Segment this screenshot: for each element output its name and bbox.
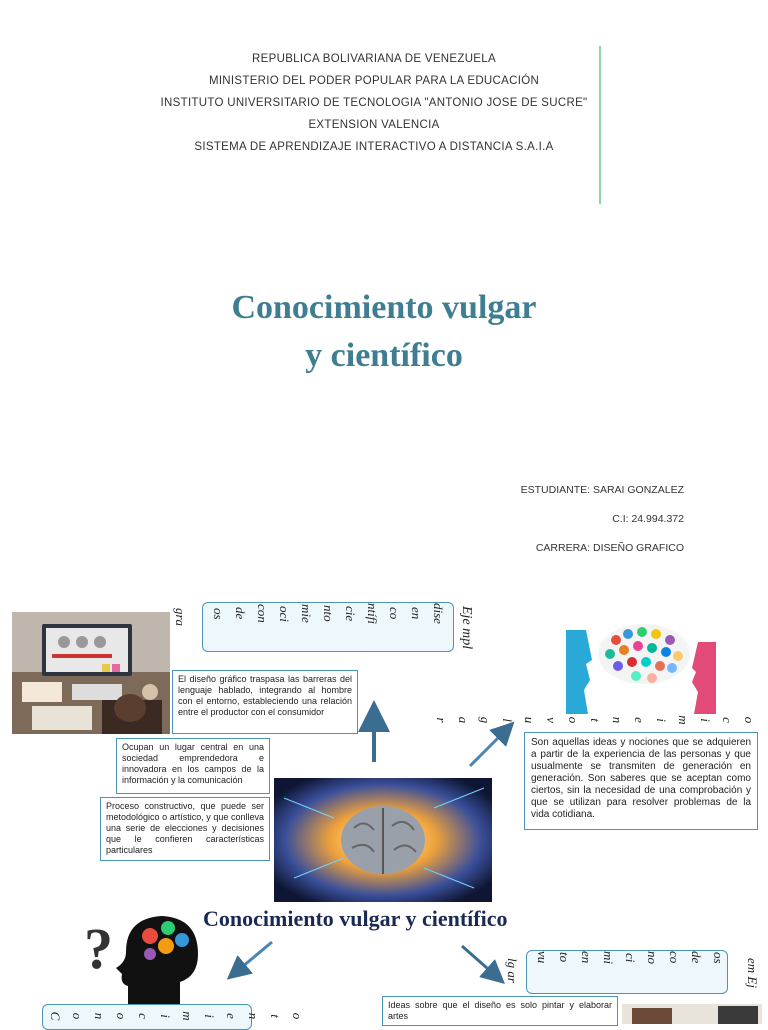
institution-header bbox=[160, 52, 588, 162]
rotated-letter: m bbox=[180, 1011, 195, 1021]
diseno-description-box: El diseño gráfico traspasa las barreras del lenguaje hablado, integrando al hombre con el entorno, estableciendo una relación entre el productor con el consumidor bbox=[172, 670, 358, 734]
rotated-letter: u bbox=[522, 716, 537, 724]
bottom-right-photo bbox=[622, 1004, 762, 1024]
rotated-letter: o bbox=[566, 716, 581, 724]
rotated-letter: a bbox=[456, 716, 471, 724]
row-letters-bottom bbox=[44, 1008, 308, 1024]
student-ci: C.I: 24.994.372 bbox=[612, 513, 684, 525]
vertical-word: nto bbox=[321, 605, 336, 622]
rotated-letter: C bbox=[48, 1011, 63, 1021]
rotated-letter: i bbox=[698, 718, 713, 722]
rotated-letter: t bbox=[588, 718, 603, 722]
bottom-vertical-text-box bbox=[526, 950, 728, 994]
title-line-2: y científico bbox=[305, 337, 463, 374]
header-line: INSTITUTO UNIVERSITARIO DE TECNOLOGIA "ANTONIO JOSE DE SUCRE" bbox=[160, 97, 588, 109]
rotated-letter: v bbox=[544, 717, 559, 723]
rotated-letter: o bbox=[742, 716, 757, 724]
vertical-word: con bbox=[255, 604, 270, 623]
arrow-down-right bbox=[462, 946, 496, 976]
vertical-word: dise bbox=[431, 603, 446, 624]
top-vertical-words bbox=[203, 603, 454, 624]
header-line: REPUBLICA BOLIVARIANA DE VENEZUELA bbox=[252, 53, 496, 65]
bottom-left-label: lg ar bbox=[505, 958, 520, 983]
vertical-word: co bbox=[667, 951, 682, 964]
vertical-word bbox=[725, 951, 728, 964]
bottom-vertical-words bbox=[527, 951, 728, 964]
row-letters-top bbox=[430, 712, 760, 728]
ejemplos-label: Eje mpl bbox=[459, 606, 474, 650]
arrow-up-right bbox=[470, 730, 506, 766]
arrow-down-left bbox=[236, 942, 272, 972]
proceso-box: Proceso constructivo, que puede ser metodológico o artístico, y que conlleva una serie de elecciones y decisiones que le confieren características particulares bbox=[100, 797, 270, 861]
svg-text:?: ? bbox=[84, 916, 113, 981]
header-line: MINISTERIO DEL PODER POPULAR PARA LA EDUCACIÓN bbox=[208, 75, 540, 87]
ocupan-box: Ocupan un lugar central en una sociedad emprendedora e innovadora en los campos de la información y la comunicación bbox=[116, 738, 270, 794]
rotated-letter: i bbox=[202, 1014, 217, 1018]
rotated-letter: o bbox=[114, 1012, 129, 1020]
student-info bbox=[521, 484, 684, 571]
bottom-side-label: em Ej bbox=[745, 958, 760, 988]
top-vertical-text-box bbox=[202, 602, 454, 652]
vertical-word: mie bbox=[299, 604, 314, 623]
rotated-letter: e bbox=[632, 717, 647, 723]
vertical-word: de bbox=[689, 951, 704, 964]
vertical-word: vu bbox=[535, 951, 550, 964]
rotated-letter: r bbox=[434, 717, 449, 723]
vertical-word: cie bbox=[343, 605, 358, 622]
rotated-letter: c bbox=[720, 717, 735, 723]
rotated-letter: n bbox=[92, 1012, 107, 1020]
rotated-letter: i bbox=[158, 1014, 173, 1018]
title-line-1: Conocimiento vulgar bbox=[231, 289, 537, 326]
vertical-word: ci bbox=[623, 952, 638, 963]
rotated-letter: n bbox=[246, 1012, 261, 1020]
speech-faces-image bbox=[566, 620, 716, 714]
vertical-word: co bbox=[387, 607, 402, 620]
student-name: ESTUDIANTE: SARAI GONZALEZ bbox=[520, 484, 684, 496]
aquellas-ideas-box: Son aquellas ideas y nociones que se adquieren a partir de la experiencia de las personas y que usualmente se transmiten de generación en generación. Son saberes que se aceptan como ciertos, sin la necesidad de una comprobación y que se utilizan para resolver problemas de la vida cotidiana. bbox=[524, 732, 758, 830]
vertical-word: oci bbox=[277, 605, 292, 622]
rotated-letter: g bbox=[478, 716, 493, 724]
rotated-letter: e bbox=[224, 1013, 239, 1019]
rotated-letter: n bbox=[610, 716, 625, 724]
rotated-letter: l bbox=[500, 718, 515, 722]
rotated-letter: t bbox=[268, 1014, 283, 1018]
header-line: SISTEMA DE APRENDIZAJE INTERACTIVO A DISTANCIA S.A.I.A bbox=[194, 141, 554, 153]
rotated-letter: o bbox=[70, 1012, 85, 1020]
head-gears-image bbox=[70, 908, 204, 1004]
vertical-word: en bbox=[579, 951, 594, 964]
rotated-letter: i bbox=[654, 718, 669, 722]
rotated-letter: o bbox=[290, 1012, 305, 1020]
gra-label: gra bbox=[173, 608, 188, 627]
ideas-box: Ideas sobre que el diseño es solo pintar y elaborar artes bbox=[382, 996, 618, 1026]
vertical-word: ntífi bbox=[365, 603, 380, 624]
header-line: EXTENSION VALENCIA bbox=[308, 119, 440, 131]
designer-desk-photo bbox=[12, 612, 170, 734]
vertical-word: de bbox=[233, 607, 248, 620]
vertical-word: os bbox=[711, 951, 726, 964]
vertical-word: os bbox=[211, 607, 226, 620]
divider-line bbox=[599, 46, 601, 204]
vertical-word: mi bbox=[601, 951, 616, 964]
student-career: CARRERA: DISEÑO GRAFICO bbox=[535, 542, 684, 554]
vertical-word: no bbox=[645, 951, 660, 964]
page-title bbox=[160, 284, 608, 380]
rotated-letter: c bbox=[136, 1013, 151, 1019]
subtitle: Conocimiento vulgar y científico bbox=[203, 906, 508, 931]
brain-image bbox=[274, 778, 492, 902]
vertical-word: en bbox=[409, 607, 424, 620]
vertical-word: to bbox=[557, 952, 572, 963]
rotated-letter: m bbox=[676, 715, 691, 725]
vertical-word bbox=[445, 603, 454, 624]
